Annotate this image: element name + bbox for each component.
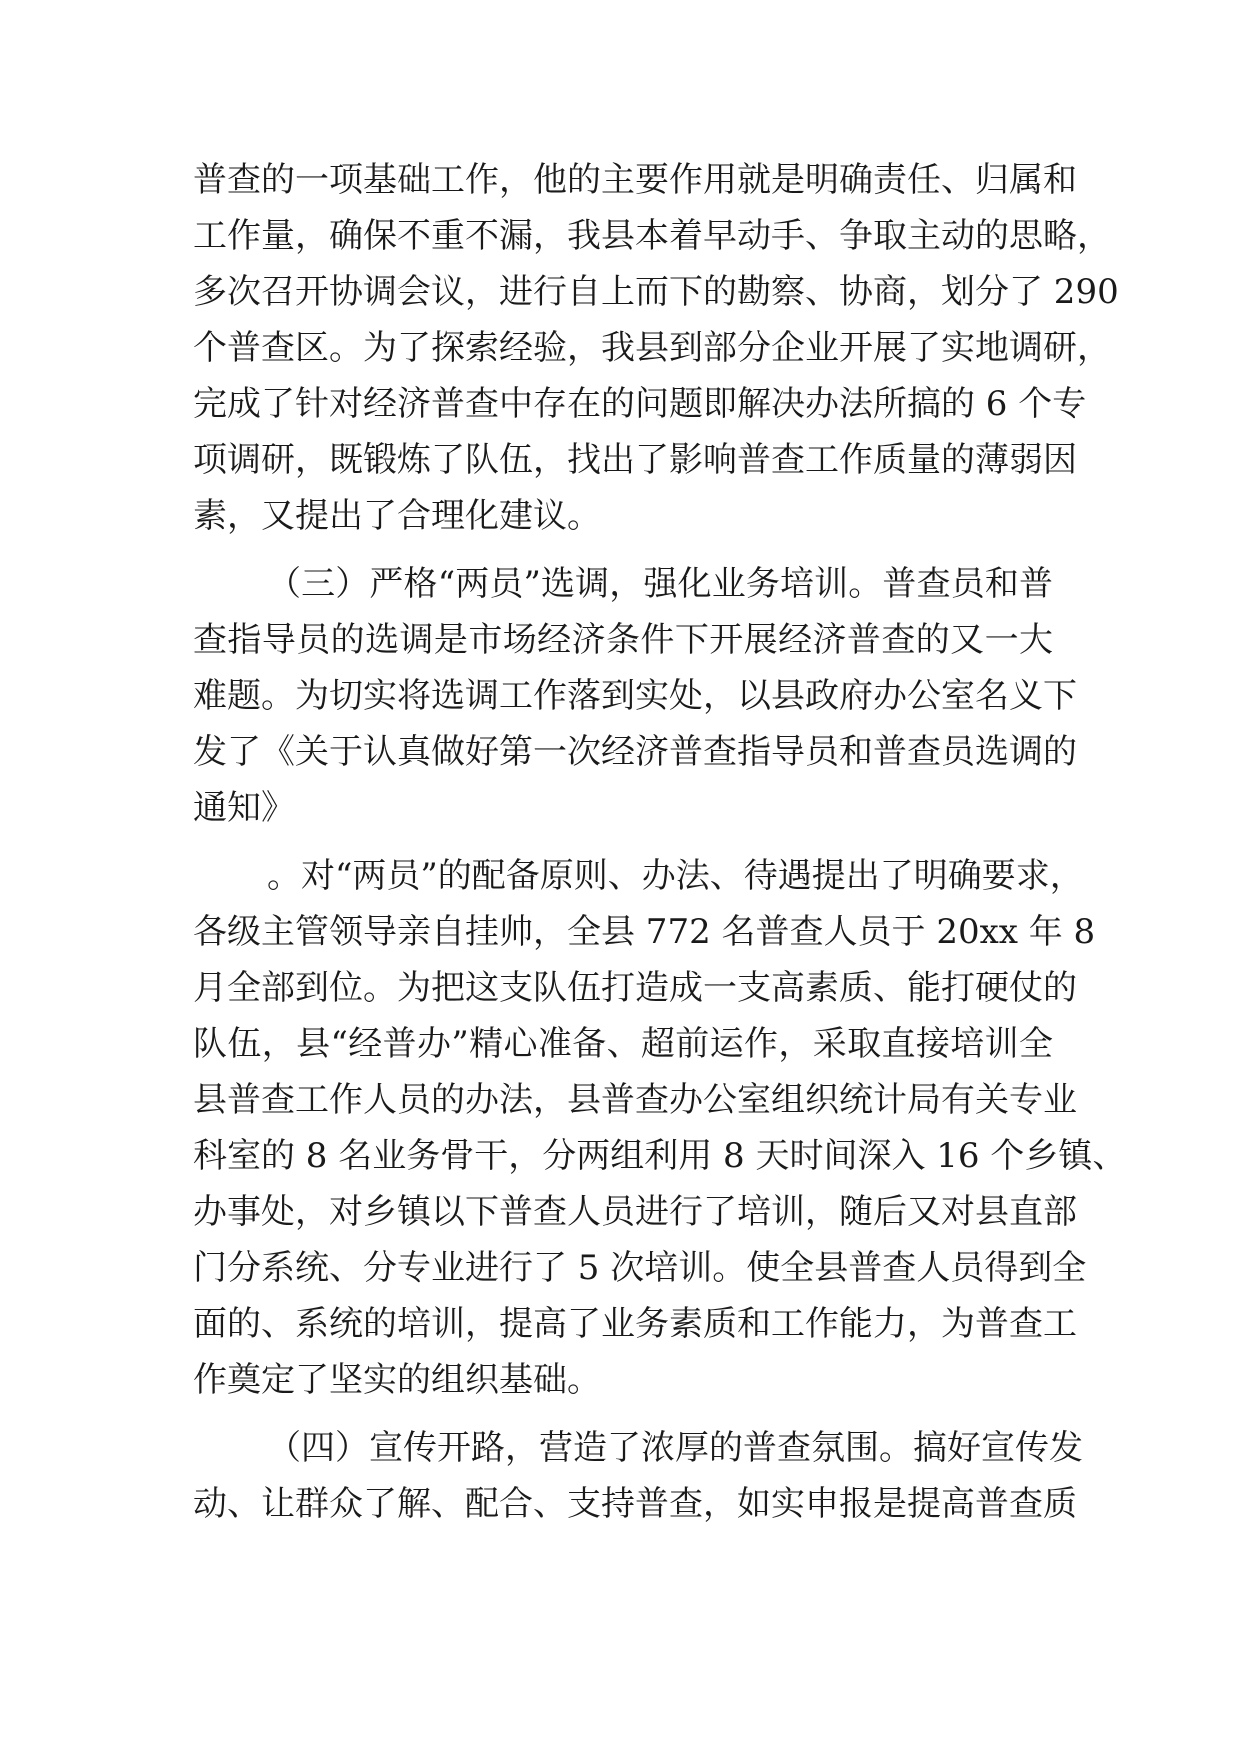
text-line: 项调研，既锻炼了队伍，找出了影响普查工作质量的薄弱因 (193, 440, 1077, 480)
paragraph-gap (193, 836, 1053, 848)
text-line: 门分系统、分专业进行了 5 次培训。使全县普查人员得到全 (193, 1248, 1087, 1288)
text-line: 科室的 8 名业务骨干，分两组利用 8 天时间深入 16 个乡镇、 (193, 1136, 1127, 1176)
paragraph-1 (193, 152, 1119, 544)
text-line: 各级主管领导亲自挂帅，全县 772 名普查人员于 20xx 年 8 (193, 912, 1096, 952)
text-line: 完成了针对经济普查中存在的问题即解决办法所搞的 6 个专 (193, 384, 1087, 424)
text-line: 月全部到位。为把这支队伍打造成一支高素质、能打硬仗的 (193, 968, 1077, 1008)
text-line: 查指导员的选调是市场经济条件下开展经济普查的又一大 (193, 620, 1053, 660)
text-line: 作奠定了坚实的组织基础。 (193, 1360, 601, 1400)
paragraph-4 (193, 1420, 1083, 1532)
paragraph-gap (193, 544, 1053, 556)
text-line: （四）宣传开路，营造了浓厚的普查氛围。搞好宣传发 (267, 1428, 1083, 1468)
text-line: 难题。为切实将选调工作落到实处，以县政府办公室名义下 (193, 676, 1077, 716)
text-line: 动、让群众了解、配合、支持普查，如实申报是提高普查质 (193, 1484, 1077, 1524)
text-line: 通知》 (193, 788, 295, 828)
text-line: 县普查工作人员的办法，县普查办公室组织统计局有关专业 (193, 1080, 1077, 1120)
text-line: 队伍，县“经普办”精心准备、超前运作，采取直接培训全 (193, 1024, 1053, 1064)
text-line: 工作量，确保不重不漏，我县本着早动手、争取主动的思略， (193, 216, 1111, 256)
text-line: 个普查区。为了探索经验，我县到部分企业开展了实地调研， (193, 328, 1111, 368)
text-line: 发了《关于认真做好第一次经济普查指导员和普查员选调的 (193, 732, 1077, 772)
document-body (193, 152, 1127, 1532)
text-line: 。对“两员”的配备原则、办法、待遇提出了明确要求， (267, 856, 1084, 896)
text-line: 多次召开协调会议，进行自上而下的勘察、协商，划分了 290 (193, 272, 1119, 312)
text-line: （三）严格“两员”选调，强化业务培训。普查员和普 (267, 564, 1053, 604)
paragraph-2 (193, 556, 1077, 836)
text-line: 素，又提出了合理化建议。 (193, 496, 601, 536)
text-line: 办事处，对乡镇以下普查人员进行了培训，随后又对县直部 (193, 1192, 1077, 1232)
paragraph-3 (193, 848, 1127, 1408)
paragraph-gap (193, 1408, 1053, 1420)
text-line: 面的、系统的培训，提高了业务素质和工作能力，为普查工 (193, 1304, 1077, 1344)
text-line: 普查的一项基础工作，他的主要作用就是明确责任、归属和 (193, 160, 1077, 200)
